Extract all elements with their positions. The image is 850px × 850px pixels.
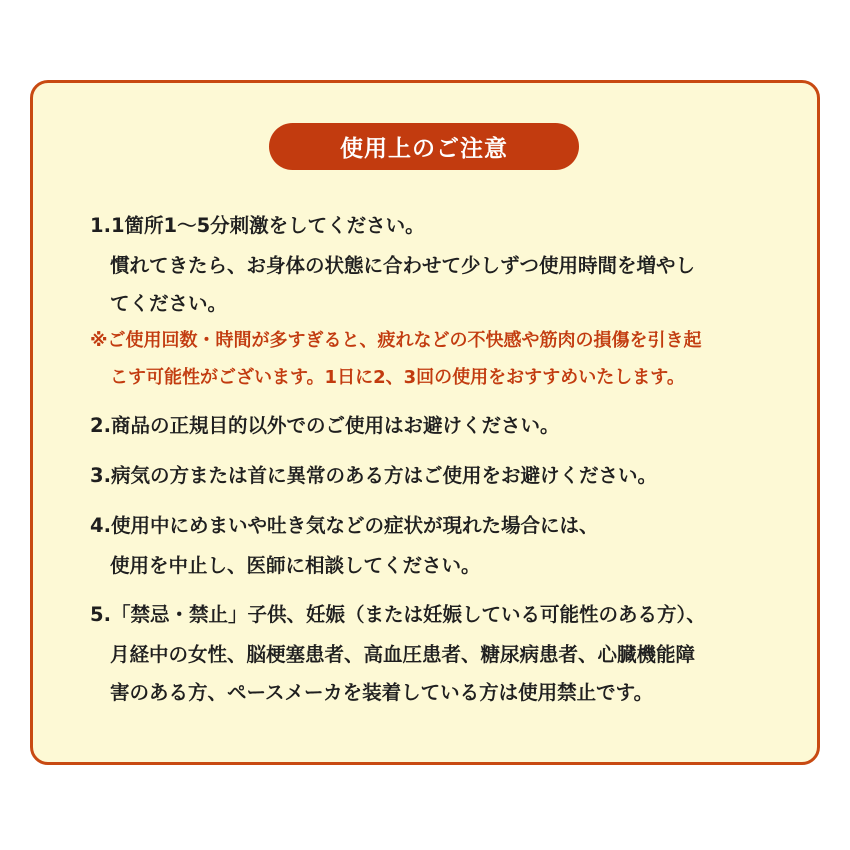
item-4-line-2: 使用を中止し、医師に相談してください。 [110, 554, 481, 577]
item-5-line-1: 5.「禁忌・禁止」子供、妊娠（または妊娠している可能性のある方）、 [90, 603, 706, 626]
item-2-line-1: 2.商品の正規目的以外でのご使用はお避けください。 [90, 414, 560, 437]
item-1-line-3: てください。 [110, 292, 228, 315]
item-5-line-2: 月経中の女性、脳梗塞患者、高血圧患者、糖尿病患者、心臓機能障 [110, 643, 696, 666]
item-1-warning-line-1: ※ご使用回数・時間が多すぎると、疲れなどの不快感や筋肉の損傷を引き起 [90, 330, 702, 351]
item-5-line-3: 害のある方、ペースメーカを装着している方は使用禁止です。 [110, 681, 654, 704]
item-4-line-1: 4.使用中にめまいや吐き気などの症状が現れた場合には、 [90, 514, 599, 537]
notice-title: 使用上のご注意 [269, 123, 579, 170]
item-1-line-2: 慣れてきたら、お身体の状態に合わせて少しずつ使用時間を増やし [110, 254, 696, 277]
item-3-line-1: 3.病気の方または首に異常のある方はご使用をお避けください。 [90, 464, 657, 487]
item-1-warning-line-2: こす可能性がございます。1日に2、3回の使用をおすすめいたします。 [110, 367, 685, 388]
item-1-line-1: 1.1箇所1～5分刺激をしてください。 [90, 214, 425, 237]
